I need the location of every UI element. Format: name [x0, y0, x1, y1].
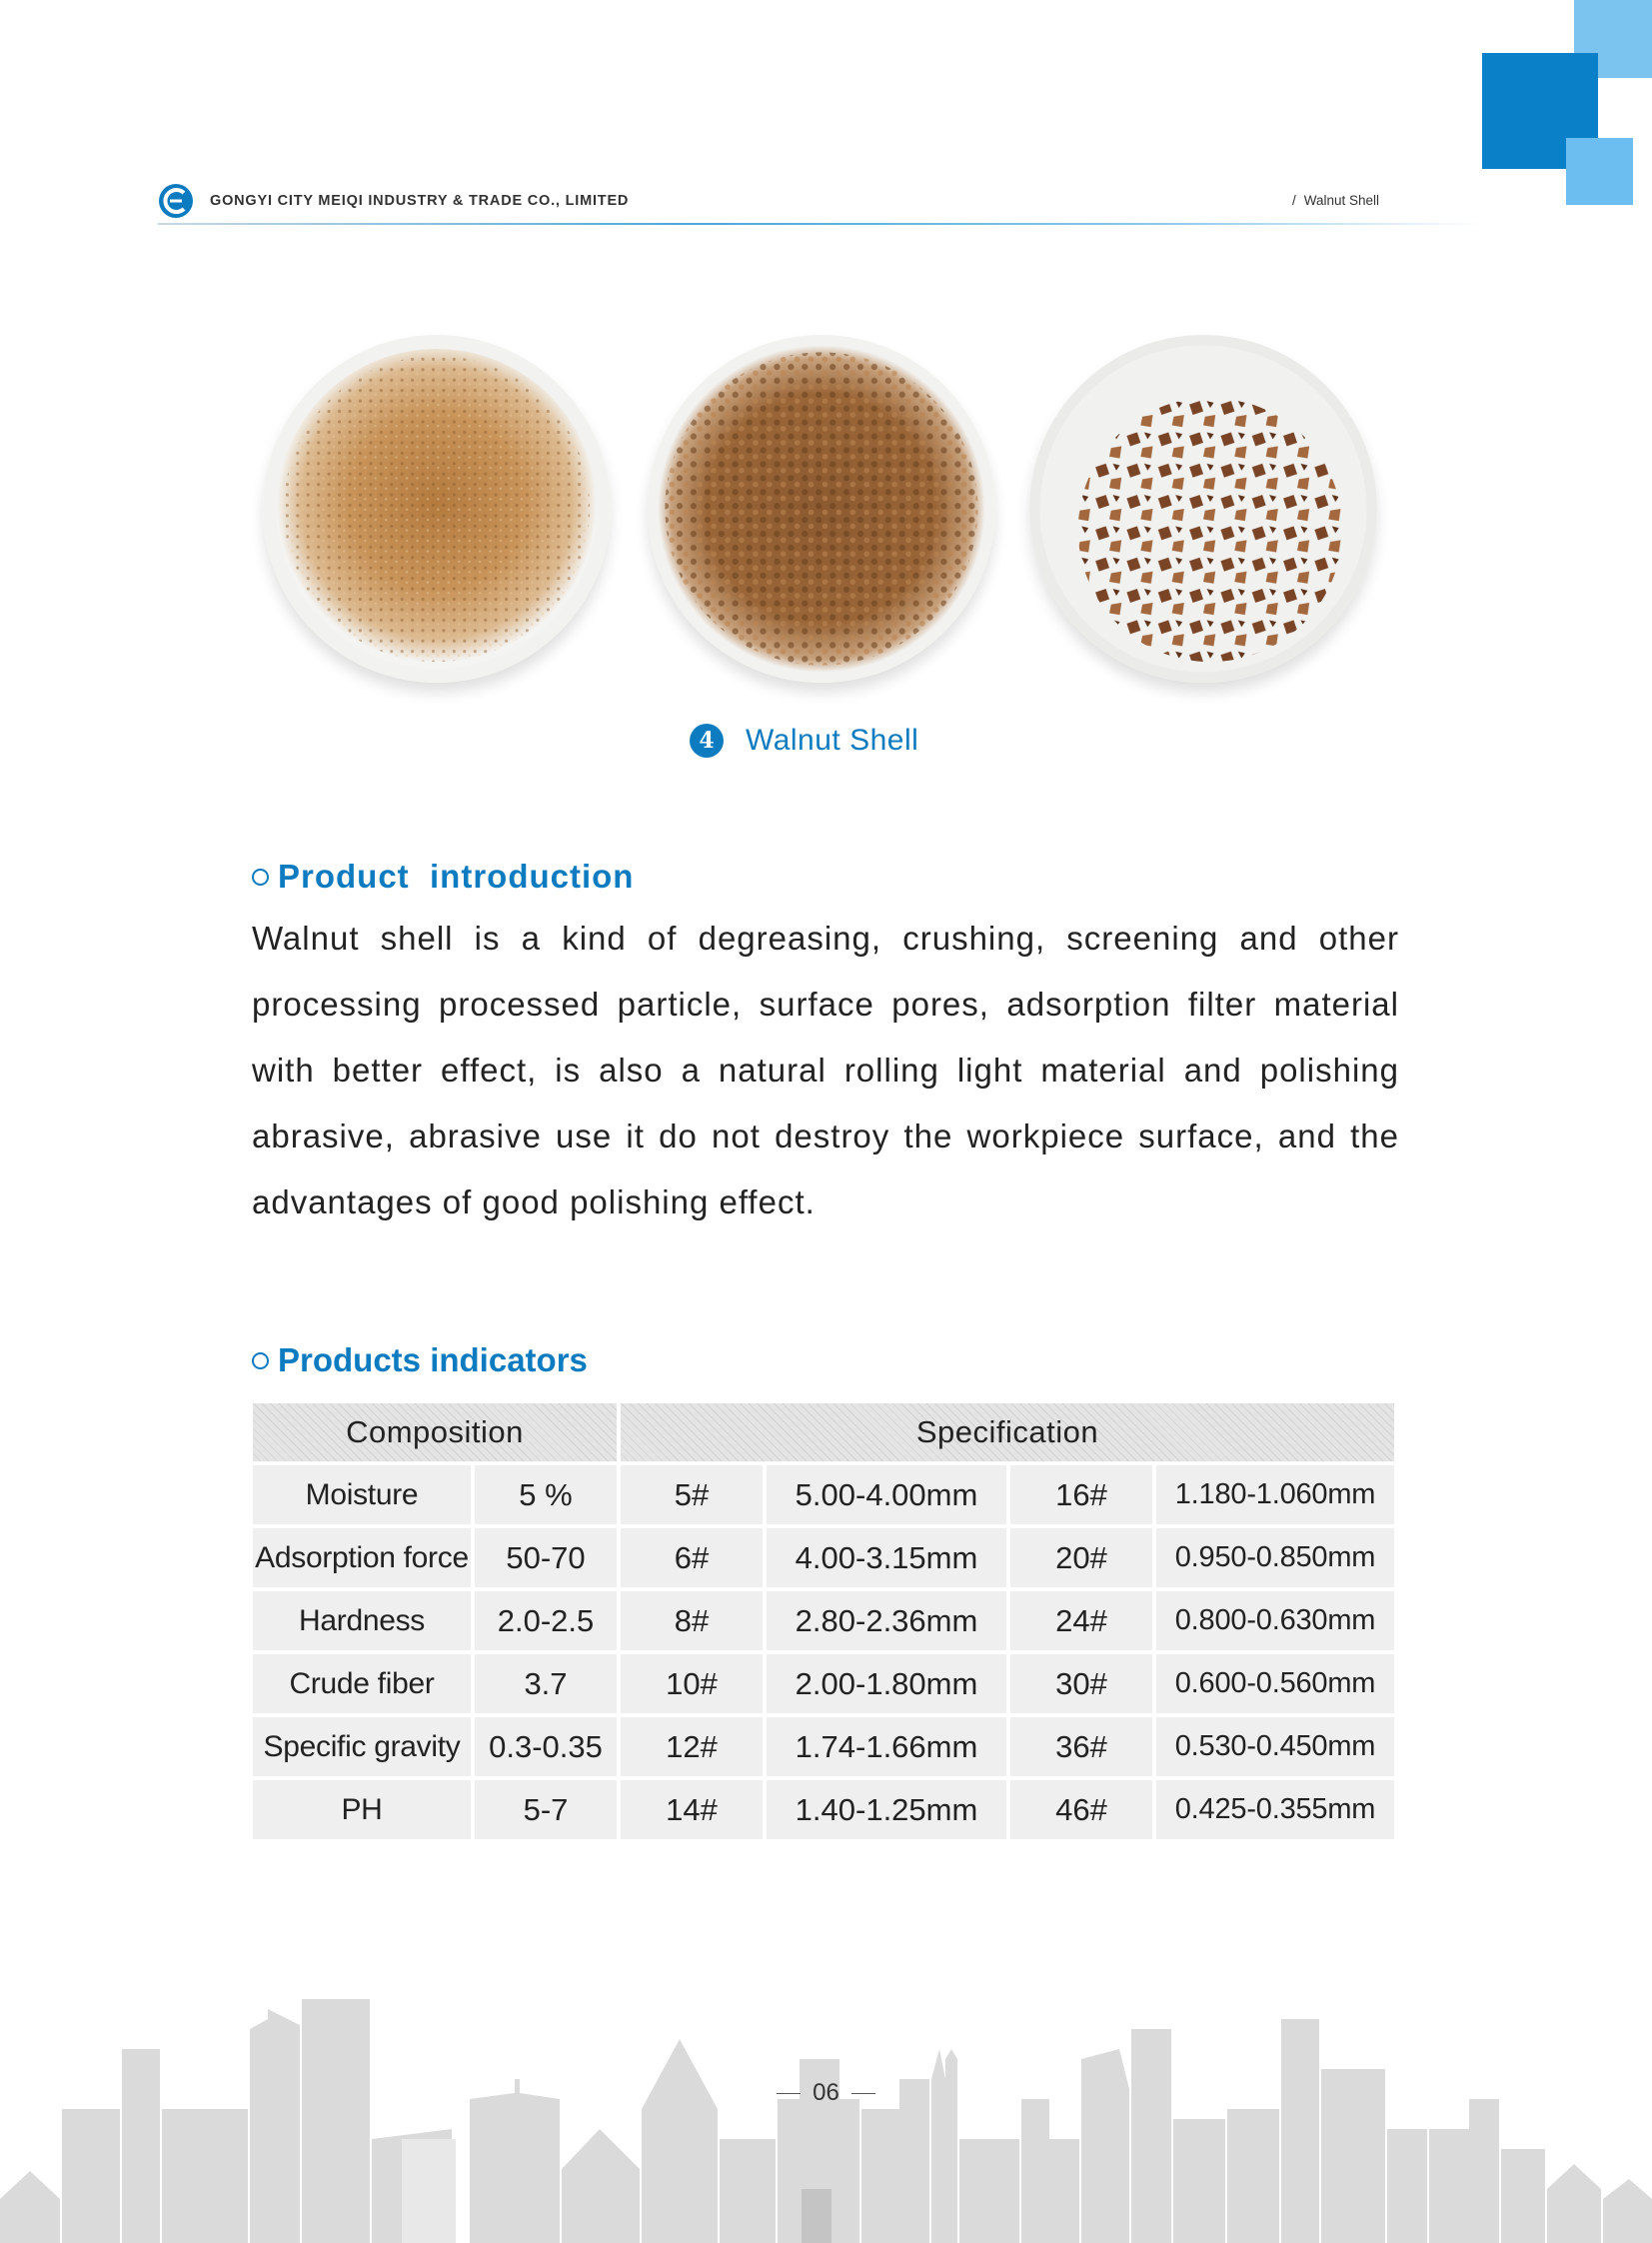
indicator-name: Moisture — [253, 1465, 471, 1524]
caption-title: Walnut Shell — [746, 724, 919, 757]
company-name: GONGYI CITY MEIQI INDUSTRY & TRADE CO., LIMITED — [210, 193, 630, 209]
page-number-dash — [777, 2093, 801, 2095]
mesh-range: 4.00-3.15mm — [767, 1528, 1006, 1587]
breadcrumb: / Walnut Shell — [1292, 193, 1380, 208]
mesh-range: 1.74-1.66mm — [767, 1717, 1006, 1776]
indicator-name: Hardness — [253, 1591, 471, 1650]
table-row — [253, 1591, 1394, 1650]
mesh-range: 2.80-2.36mm — [767, 1591, 1006, 1650]
mesh-range: 1.40-1.25mm — [767, 1780, 1006, 1839]
table-row — [253, 1780, 1394, 1839]
fine-walnut-grit-photo — [263, 335, 611, 683]
intro-section-title: Product introduction — [252, 858, 634, 896]
mesh-range: 0.600-0.560mm — [1156, 1654, 1394, 1713]
indicator-name: Adsorption force — [253, 1528, 471, 1587]
intro-paragraph: Walnut shell is a kind of degreasing, crushing, screening and other processing processed particle, surface pores, adsorption filter material with better effect, is also a natural rolling light material and polishing abrasive, abrasive use it do not destroy the workpiece surface, and the advantages of good polishing effect. — [252, 920, 1399, 1220]
product-caption — [690, 722, 918, 760]
product-photos — [260, 335, 1389, 715]
indicator-value: 5-7 — [475, 1780, 617, 1839]
mesh-size: 10# — [621, 1654, 763, 1713]
specification-header: Specification — [621, 1403, 1394, 1461]
mesh-size: 36# — [1010, 1717, 1152, 1776]
mesh-size: 12# — [621, 1717, 763, 1776]
indicators-section-title: Products indicators — [252, 1341, 588, 1379]
composition-header: Composition — [253, 1403, 617, 1461]
mesh-size: 46# — [1010, 1780, 1152, 1839]
mesh-size: 24# — [1010, 1591, 1152, 1650]
mesh-range: 1.180-1.060mm — [1156, 1465, 1394, 1524]
circle-bullet-icon — [252, 1352, 269, 1369]
mesh-range: 0.950-0.850mm — [1156, 1528, 1394, 1587]
coarse-walnut-grit-photo — [1029, 335, 1377, 683]
page-header — [158, 183, 1487, 233]
mesh-size: 20# — [1010, 1528, 1152, 1587]
page-number: 06 — [0, 2079, 1652, 2107]
table-header-row — [253, 1403, 1394, 1461]
mesh-range: 2.00-1.80mm — [767, 1654, 1006, 1713]
medium-walnut-grit-photo — [648, 335, 995, 683]
indicator-name: Crude fiber — [253, 1654, 471, 1713]
table-row — [253, 1654, 1394, 1713]
mesh-range: 0.530-0.450mm — [1156, 1717, 1394, 1776]
indicator-value: 5 % — [475, 1465, 617, 1524]
indicators-table — [249, 1399, 1398, 1843]
header-divider — [158, 223, 1487, 225]
indicator-value: 50-70 — [475, 1528, 617, 1587]
circle-bullet-icon — [252, 869, 269, 886]
page-number-dash — [851, 2093, 875, 2095]
mesh-size: 6# — [621, 1528, 763, 1587]
table-row — [253, 1717, 1394, 1776]
company-logo-icon — [158, 183, 194, 219]
mesh-size: 5# — [621, 1465, 763, 1524]
caption-number-badge: 4 — [690, 724, 724, 758]
mesh-size: 8# — [621, 1591, 763, 1650]
indicator-value: 2.0-2.5 — [475, 1591, 617, 1650]
indicator-value: 0.3-0.35 — [475, 1717, 617, 1776]
city-skyline-decoration — [0, 1989, 1652, 2243]
mesh-size: 14# — [621, 1780, 763, 1839]
mesh-range: 5.00-4.00mm — [767, 1465, 1006, 1524]
indicator-name: Specific gravity — [253, 1717, 471, 1776]
mesh-size: 16# — [1010, 1465, 1152, 1524]
table-row — [253, 1528, 1394, 1587]
mesh-size: 30# — [1010, 1654, 1152, 1713]
mesh-range: 0.425-0.355mm — [1156, 1780, 1394, 1839]
table-row — [253, 1465, 1394, 1524]
indicator-name: PH — [253, 1780, 471, 1839]
corner-decoration-square — [1566, 138, 1633, 205]
indicator-value: 3.7 — [475, 1654, 617, 1713]
mesh-range: 0.800-0.630mm — [1156, 1591, 1394, 1650]
